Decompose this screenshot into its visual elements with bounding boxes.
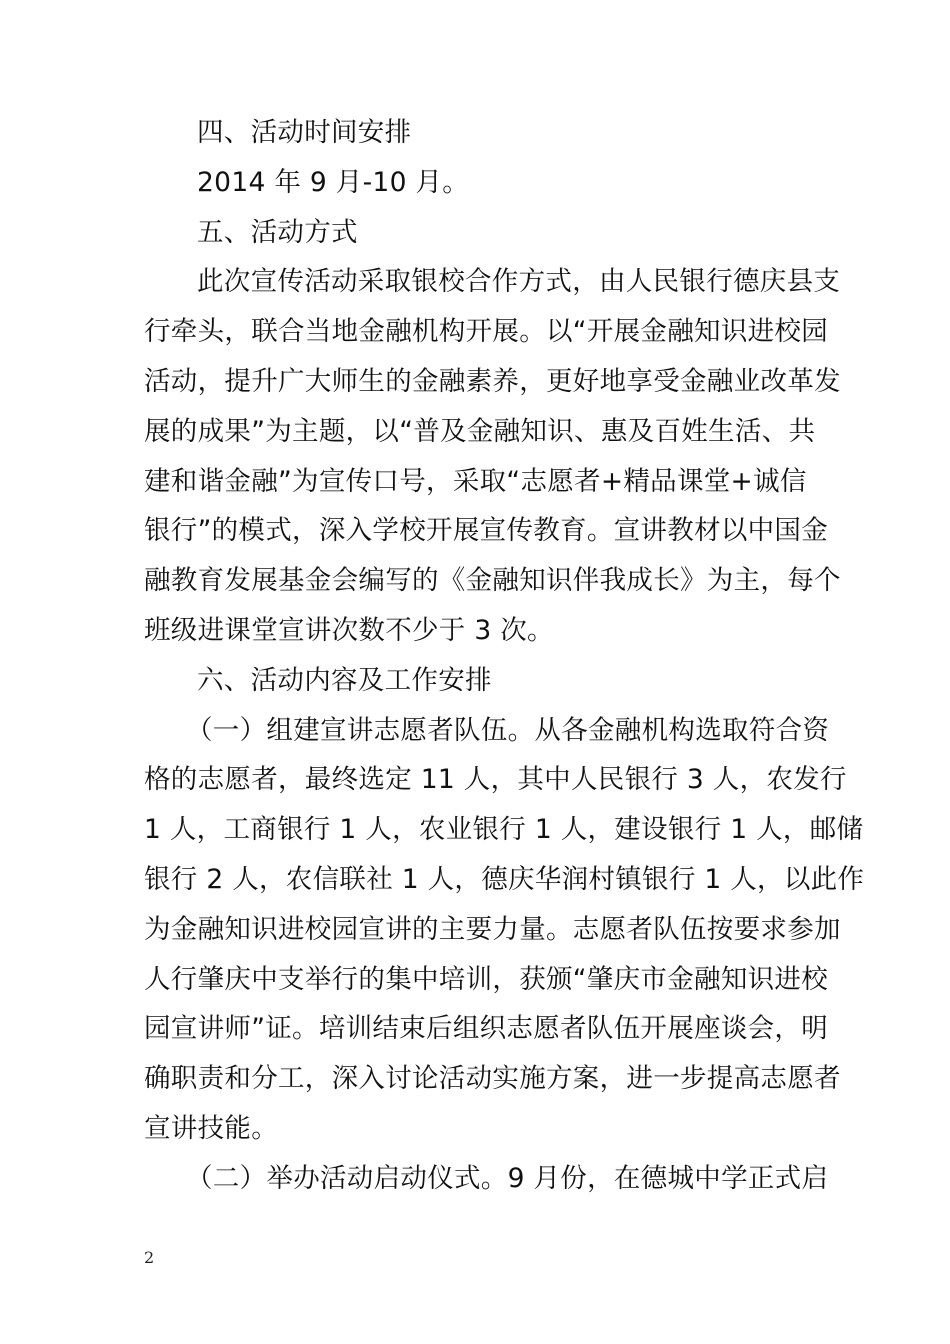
schedule-dates: 2014 年 9 月-10 月。	[197, 166, 470, 198]
paragraph-line: 园宣讲师”证。培训结束后组织志愿者队伍开展座谈会，明	[144, 1013, 829, 1045]
page-number: 2	[144, 1248, 155, 1267]
document-body	[144, 108, 865, 1204]
paragraph-line: 融教育发展基金会编写的《金融知识伴我成长》为主，每个	[144, 565, 841, 597]
paragraph-line: （二）举办活动启动仪式。9 月份，在德城中学正式启	[186, 1162, 829, 1194]
paragraph-line: 活动，提升广大师生的金融素养，更好地享受金融业改革发	[144, 365, 841, 397]
paragraph-line: 宣讲技能。	[144, 1112, 278, 1144]
paragraph-line: 班级进课堂宣讲次数不少于 3 次。	[144, 614, 554, 646]
paragraph-line: 行牵头，联合当地金融机构开展。以“开展金融知识进校园	[144, 316, 829, 348]
section-heading-method: 五、活动方式	[197, 216, 358, 248]
paragraph-line: （一）组建宣讲志愿者队伍。从各金融机构选取符合资	[186, 714, 830, 746]
paragraph-line: 确职责和分工，深入讨论活动实施方案，进一步提高志愿者	[144, 1063, 841, 1095]
paragraph-line: 银行”的模式，深入学校开展宣传教育。宣讲教材以中国金	[144, 515, 829, 547]
paragraph-line: 格的志愿者，最终选定 11 人，其中人民银行 3 人，农发行	[144, 764, 847, 796]
paragraph-line: 银行 2 人，农信联社 1 人，德庆华润村镇银行 1 人，以此作	[144, 863, 865, 895]
paragraph-line: 1 人，工商银行 1 人，农业银行 1 人，建设银行 1 人，邮储	[144, 814, 864, 846]
paragraph-line: 展的成果”为主题，以“普及金融知识、惠及百姓生活、共	[144, 415, 816, 447]
paragraph-line: 建和谐金融”为宣传口号，采取“志愿者+精品课堂+诚信	[144, 465, 807, 497]
paragraph-line: 此次宣传活动采取银校合作方式，由人民银行德庆县支	[197, 266, 841, 298]
paragraph-line: 人行肇庆中支举行的集中培训，获颁“肇庆市金融知识进校	[144, 963, 829, 995]
paragraph-line: 为金融知识进校园宣讲的主要力量。志愿者队伍按要求参加	[144, 913, 841, 945]
section-heading-content: 六、活动内容及工作安排	[197, 664, 492, 696]
section-heading-schedule: 四、活动时间安排	[197, 117, 412, 148]
